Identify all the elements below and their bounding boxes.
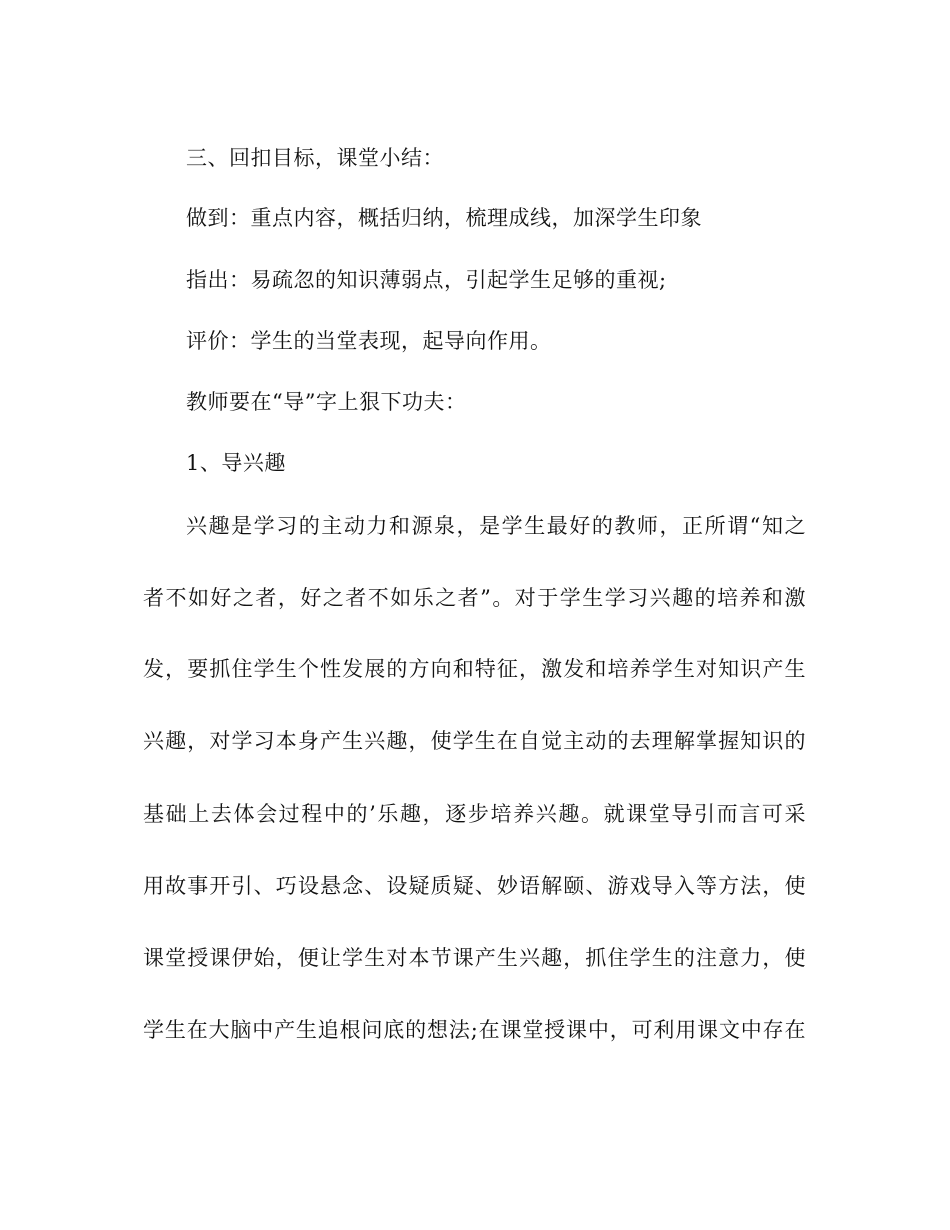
guide-intro: 教师要在“导”字上狠下功夫： [186,390,467,414]
paragraph-line: 课堂授课伊始，便让学生对本节课产生兴趣，抓住学生的注意力，使 [143,946,806,970]
paragraph-line: 发，要抓住学生个性发展的方向和特征，激发和培养学生对知识产生 [143,657,806,681]
summary-item-evaluate: 评价：学生的当堂表现，起导向作用。 [186,329,552,353]
summary-item-point-out: 指出：易疏忽的知识薄弱点，引起学生足够的重视; [186,268,667,292]
paragraph-line: 兴趣，对学习本身产生兴趣，使学生在自觉主动的去理解掌握知识的 [143,729,806,753]
summary-item-do: 做到：重点内容，概括归纳，梳理成线，加深学生印象 [186,206,702,230]
paragraph-line: 者不如好之者，好之者不如乐之者”。对于学生学习兴趣的培养和激 [143,586,806,610]
paragraph-line: 兴趣是学习的主动力和源泉，是学生最好的教师，正所谓“知之 [186,514,806,538]
subheading-interest: 1、导兴趣 [186,451,286,475]
paragraph-line: 基础上去体会过程中的’乐趣，逐步培养兴趣。就课堂导引而言可采 [143,802,806,826]
paragraph-line: 学生在大脑中产生追根问底的想法;在课堂授课中，可利用课文中存在 [143,1018,806,1042]
paragraph-line: 用故事开引、巧设悬念、设疑质疑、妙语解颐、游戏导入等方法，使 [143,874,806,898]
section-heading: 三、回扣目标，课堂小结： [186,146,444,170]
